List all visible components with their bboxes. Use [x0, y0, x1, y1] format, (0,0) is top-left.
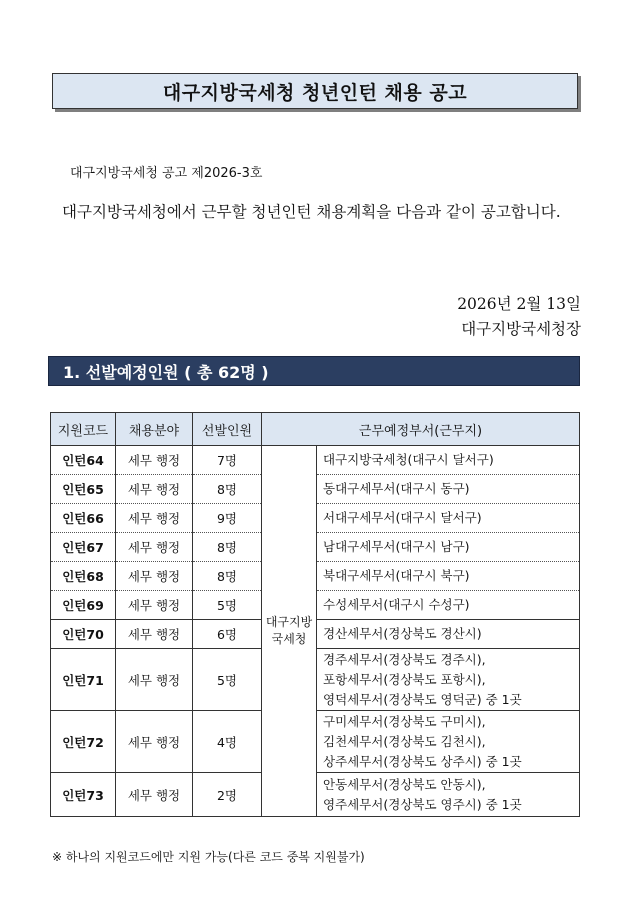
notice-issuer: 대구지방국세청장 — [461, 320, 581, 338]
dept-line: 구미세무서(경상북도 구미시), — [323, 713, 486, 729]
cell-field: 세무 행정 — [116, 446, 193, 475]
cell-field: 세무 행정 — [116, 591, 193, 620]
cell-count: 2명 — [193, 773, 262, 817]
cell-field: 세무 행정 — [116, 711, 193, 773]
cell-dept — [317, 711, 580, 773]
notice-number: 대구지방국세청 공고 제2026-3호 — [70, 166, 263, 181]
cell-code: 인턴71 — [51, 649, 116, 711]
dept-line: 남대구세무서(대구시 남구) — [323, 539, 470, 554]
dept-line: 상주세무서(경상북도 상주시) 중 1곳 — [323, 753, 522, 769]
table-header-row — [51, 413, 580, 446]
cell-dept — [317, 533, 580, 562]
cell-field: 세무 행정 — [116, 620, 193, 649]
cell-code: 인턴69 — [51, 591, 116, 620]
cell-dept — [317, 591, 580, 620]
dept-line: 동대구세무서(대구시 동구) — [323, 481, 470, 496]
cell-code: 인턴73 — [51, 773, 116, 817]
cell-dept — [317, 446, 580, 475]
cell-code: 인턴70 — [51, 620, 116, 649]
cell-dept — [317, 649, 580, 711]
cell-field: 세무 행정 — [116, 773, 193, 817]
cell-count: 5명 — [193, 649, 262, 711]
header-dept: 근무예정부서(근무지) — [262, 413, 580, 446]
cell-count: 8명 — [193, 562, 262, 591]
notice-body: 대구지방국세청에서 근무할 청년인턴 채용계획을 다음과 같이 공고합니다. — [62, 203, 561, 221]
cell-field: 세무 행정 — [116, 504, 193, 533]
dept-line: 영덕세무서(경상북도 영덕군) 중 1곳 — [323, 691, 522, 707]
cell-count: 7명 — [193, 446, 262, 475]
header-field: 채용분야 — [116, 413, 193, 446]
cell-count: 8명 — [193, 475, 262, 504]
notice-date: 2026년 2월 13일 — [457, 295, 581, 313]
dept-line: 포항세무서(경상북도 포항시), — [323, 671, 486, 687]
dept-line: 대구지방국세청(대구시 달서구) — [323, 452, 494, 467]
cell-org: 대구지방국세청 — [262, 446, 317, 817]
cell-dept — [317, 562, 580, 591]
dept-line: 경주세무서(경상북도 경주시), — [323, 651, 486, 667]
header-count: 선발인원 — [193, 413, 262, 446]
page-title: 대구지방국세청 청년인턴 채용 공고 — [52, 73, 578, 109]
cell-count: 4명 — [193, 711, 262, 773]
cell-dept — [317, 475, 580, 504]
cell-count: 6명 — [193, 620, 262, 649]
cell-count: 8명 — [193, 533, 262, 562]
dept-line: 북대구세무서(대구시 북구) — [323, 568, 470, 583]
cell-dept — [317, 773, 580, 817]
cell-code: 인턴68 — [51, 562, 116, 591]
dept-line: 영주세무서(경상북도 영주시) 중 1곳 — [323, 796, 522, 812]
cell-count: 5명 — [193, 591, 262, 620]
cell-field: 세무 행정 — [116, 533, 193, 562]
header-code: 지원코드 — [51, 413, 116, 446]
cell-code: 인턴72 — [51, 711, 116, 773]
footnote: ※ 하나의 지원코드에만 지원 가능(다른 코드 중복 지원불가) — [52, 850, 365, 864]
dept-line: 김천세무서(경상북도 김천시), — [323, 733, 486, 749]
dept-line: 경산세무서(경상북도 경산시) — [323, 626, 482, 641]
dept-line: 서대구세무서(대구시 달서구) — [323, 510, 482, 525]
cell-dept — [317, 620, 580, 649]
cell-code: 인턴67 — [51, 533, 116, 562]
cell-dept — [317, 504, 580, 533]
cell-count: 9명 — [193, 504, 262, 533]
dept-line: 안동세무서(경상북도 안동시), — [323, 776, 486, 792]
table-row — [51, 446, 580, 475]
section-heading-1: 1. 선발예정인원 ( 총 62명 ) — [48, 356, 580, 386]
dept-line: 수성세무서(대구시 수성구) — [323, 597, 470, 612]
cell-field: 세무 행정 — [116, 475, 193, 504]
cell-code: 인턴66 — [51, 504, 116, 533]
cell-field: 세무 행정 — [116, 562, 193, 591]
cell-code: 인턴64 — [51, 446, 116, 475]
cell-field: 세무 행정 — [116, 649, 193, 711]
cell-code: 인턴65 — [51, 475, 116, 504]
recruitment-table — [50, 412, 580, 817]
